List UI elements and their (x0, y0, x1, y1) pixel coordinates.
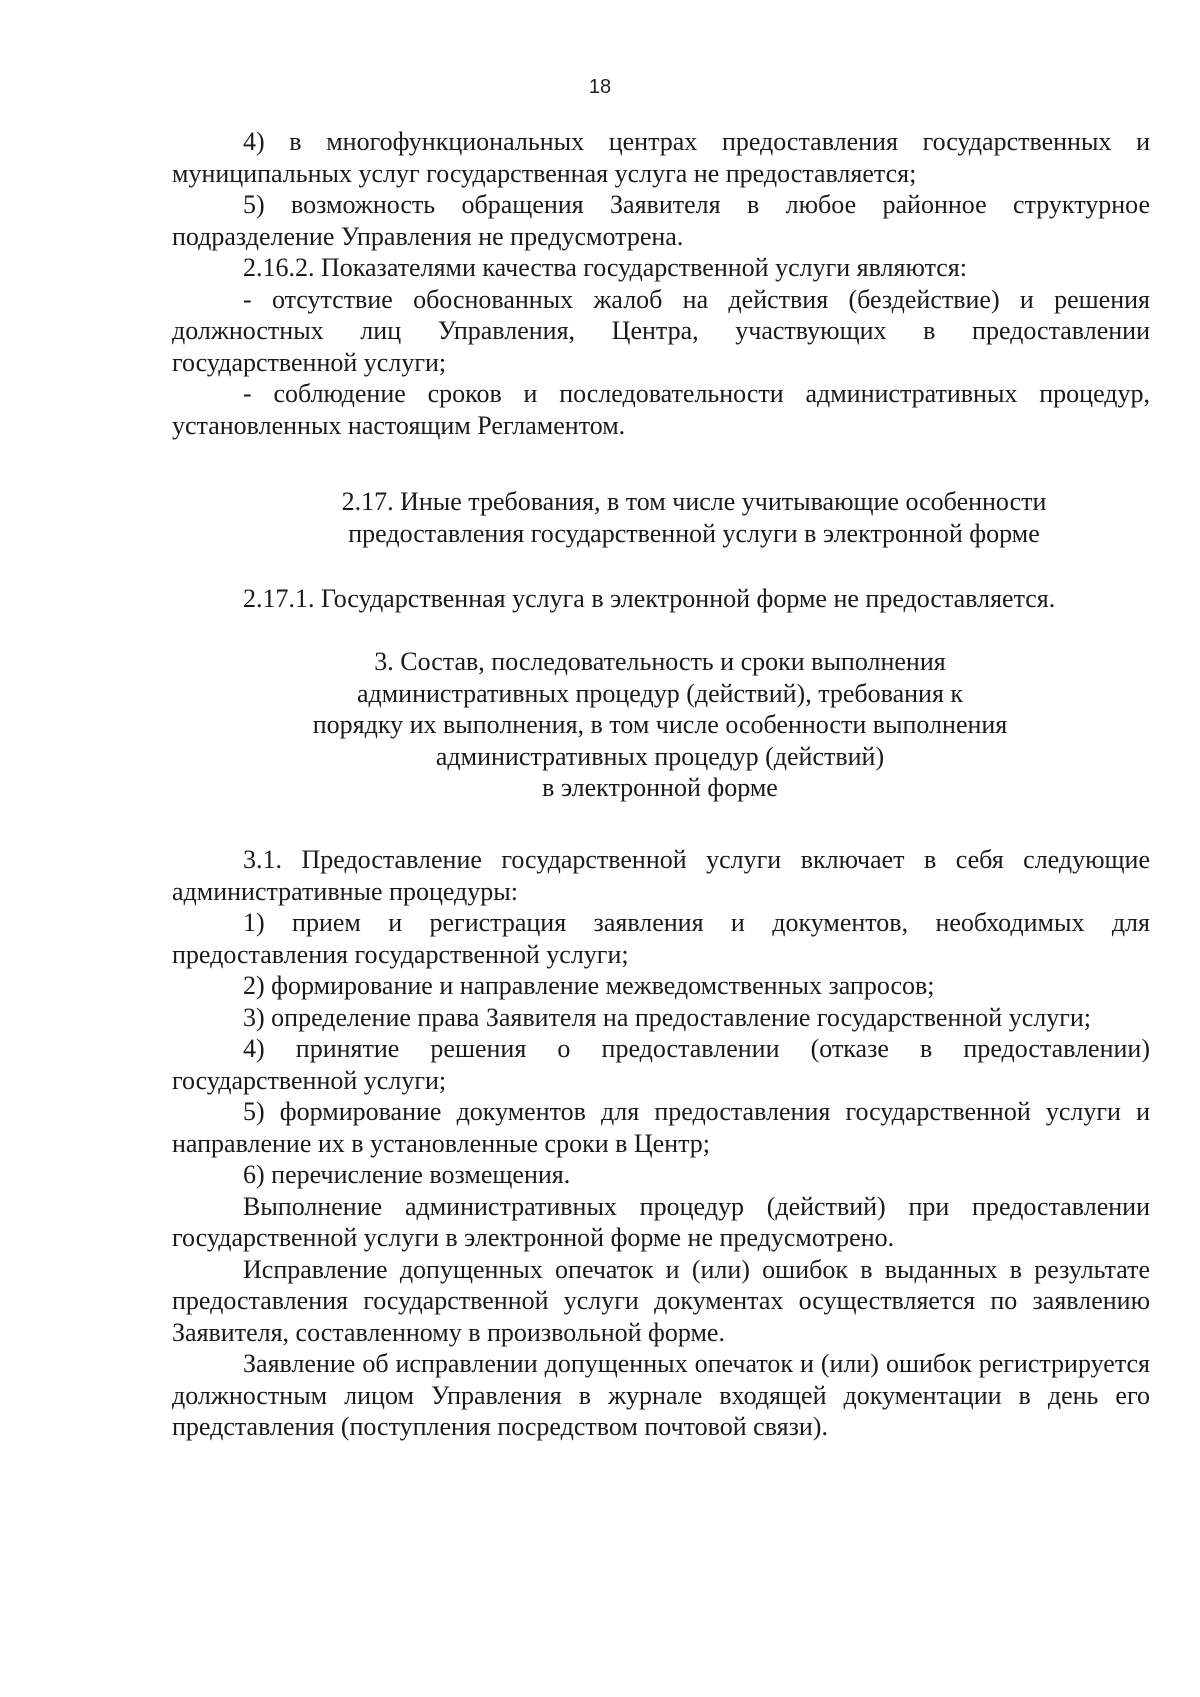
list-item: 1) прием и регистрация заявления и документов, необходимых для предоставления государственной услуги; (172, 908, 1150, 969)
heading-line: 3. Состав, последовательность и сроки выполнения (374, 647, 946, 676)
section-3-heading (205, 646, 1115, 804)
heading-line: предоставления государственной услуги в электронной форме (348, 518, 1040, 548)
paragraph: 4) в многофункциональных центрах предоставления государственных и муниципальных услуг государственная услуга не предоставляется; (172, 127, 1150, 188)
heading-line: административных процедур (действий) (435, 741, 885, 771)
paragraph: 5) возможность обращения Заявителя в любое районное структурное подразделение Управления не предусмотрена. (172, 190, 1150, 251)
paragraph: Выполнение административных процедур (действий) при предоставлении государственной услуги в электронной форме не предусмотрено. (172, 1191, 1150, 1252)
list-item: 6) перечисление возмещения. (243, 1160, 571, 1189)
paragraph: Исправление допущенных опечаток и (или) ошибок в выданных в результате предоставления государственной услуги документах осуществляется по заявлению Заявителя, составленному в произвольной форме. (172, 1254, 1150, 1347)
paragraph: 3.1. Предоставление государственной услуги включает в себя следующие административные процедуры: (172, 845, 1150, 906)
list-item: 2) формирование и направление межведомственных запросов; (243, 971, 935, 1000)
section-2-17-heading (205, 486, 1183, 549)
list-item: 3) определение права Заявителя на предоставление государственной услуги; (243, 1002, 1092, 1032)
paragraph: - отсутствие обоснованных жалоб на действия (бездействие) и решения должностных лиц Управления, Центра, участвующих в предоставлении государственной услуги; (172, 284, 1150, 377)
heading-line: административных процедур (действий), требования к (356, 678, 964, 708)
paragraph: - соблюдение сроков и последовательности административных процедур, установленных настоящим Регламентом. (172, 379, 1150, 440)
section-2-16-text (172, 126, 1150, 441)
page-number: 18 (588, 76, 612, 98)
section-2-17-1-paragraph: 2.17.1. Государственная услуга в электронной форме не предоставляется. (243, 584, 1056, 613)
paragraph: 2.16.2. Показателями качества государственной услуги являются: (243, 253, 967, 282)
paragraph: Заявление об исправлении допущенных опечаток и (или) ошибок регистрируется должностным лицом Управления в журнале входящей документации в день его представления (поступления посредством почтовой связи). (172, 1349, 1150, 1441)
heading-line: в электронной форме (542, 773, 778, 802)
list-item: 4) принятие решения о предоставлении (отказе в предоставлении) государственной услуги; (172, 1034, 1150, 1095)
list-item: 5) формирование документов для предоставления государственной услуги и направление их в установленные сроки в Центр; (172, 1097, 1150, 1158)
heading-line: порядку их выполнения, в том числе особенности выполнения (312, 710, 1008, 739)
heading-line: 2.17. Иные требования, в том числе учитывающие особенности (341, 487, 1047, 516)
section-3-text (172, 844, 1150, 1443)
